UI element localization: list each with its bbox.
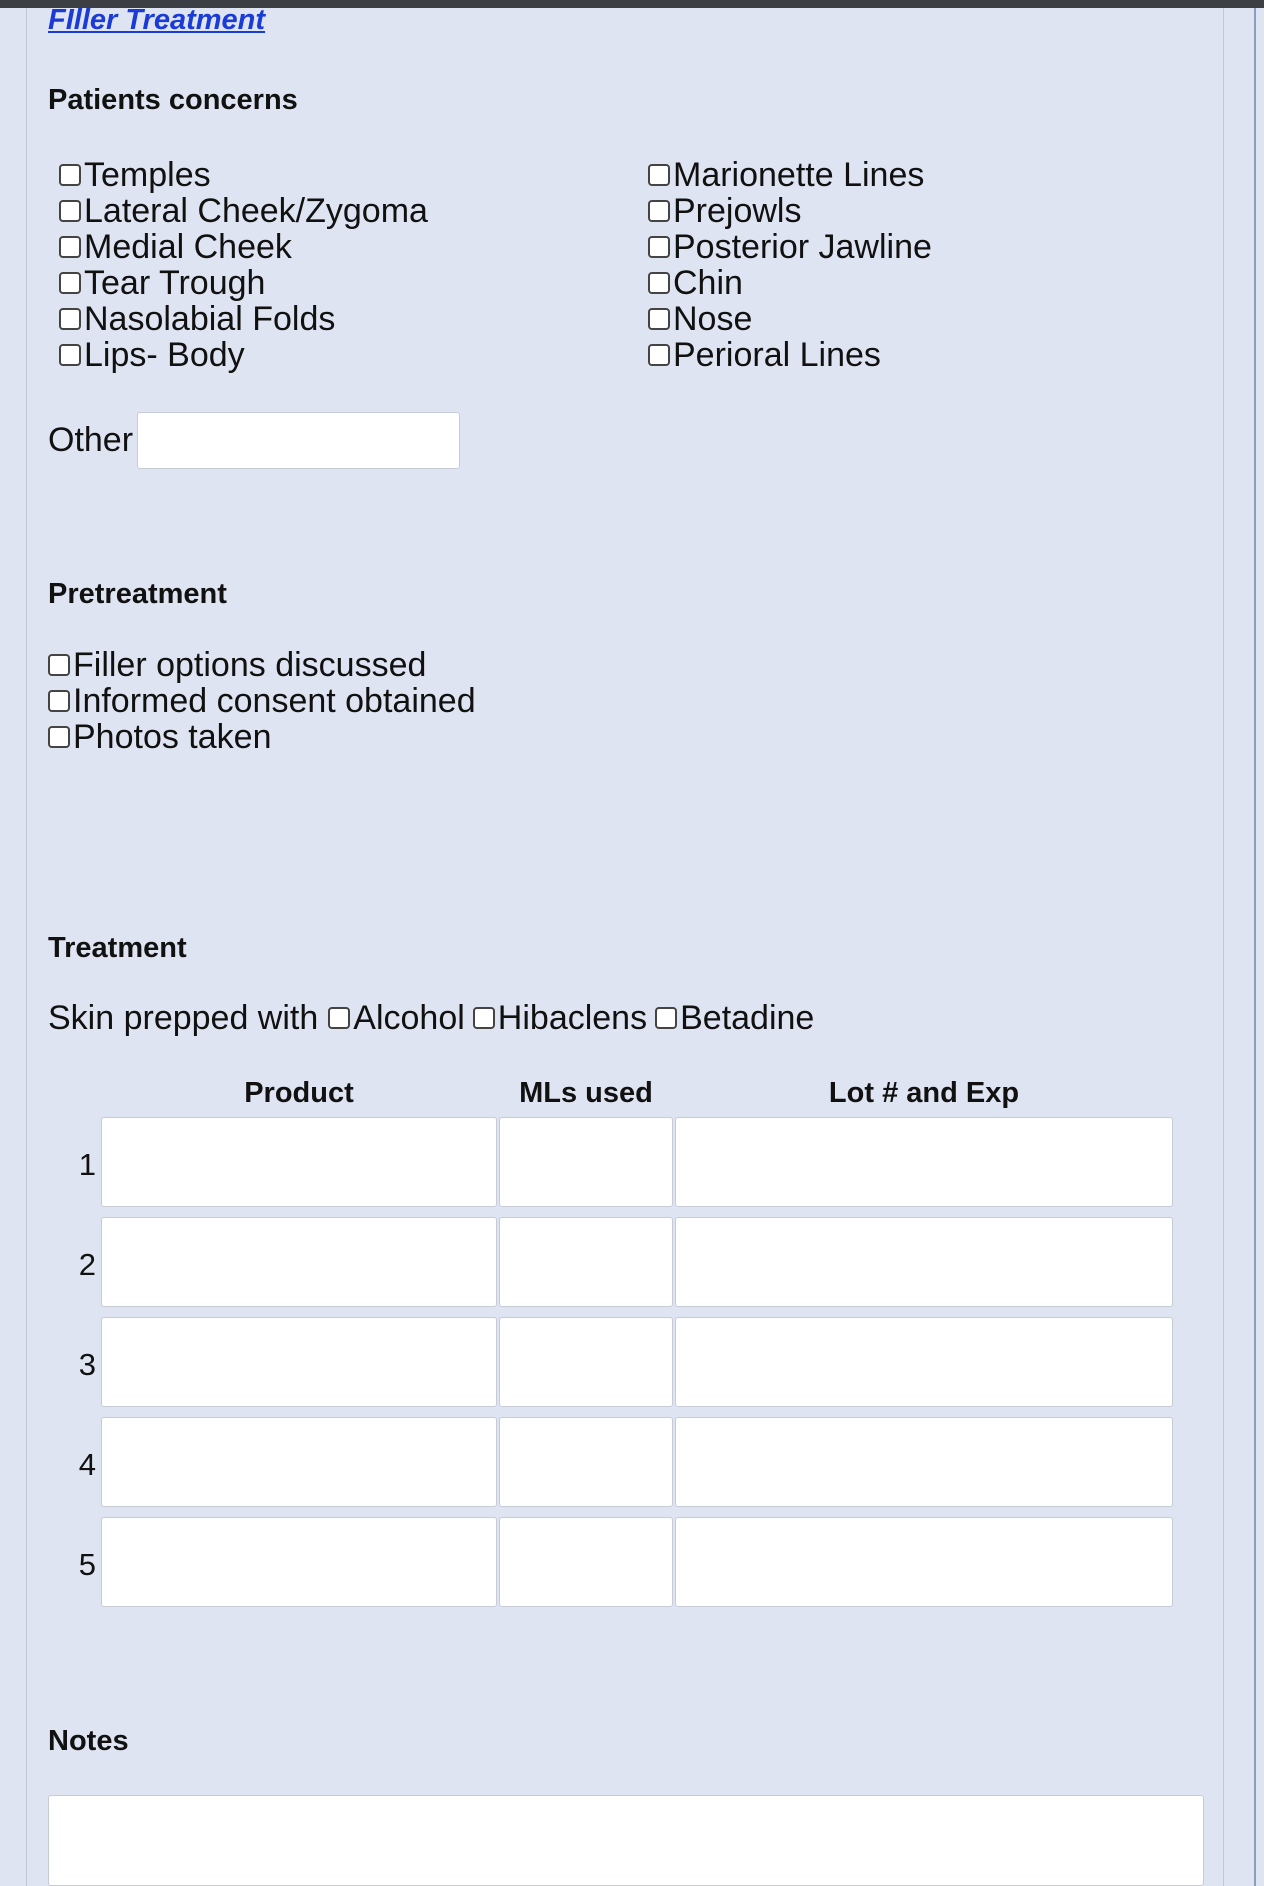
concerns-left-column — [59, 157, 428, 373]
checkbox[interactable] — [48, 690, 70, 712]
checkbox[interactable] — [59, 272, 81, 294]
notes-heading: Notes — [48, 1725, 129, 1757]
checkbox[interactable] — [59, 200, 81, 222]
checkbox[interactable] — [59, 344, 81, 366]
lot-input[interactable] — [675, 1317, 1173, 1407]
product-input[interactable] — [101, 1317, 497, 1407]
lot-input[interactable] — [675, 1417, 1173, 1507]
concern-option[interactable] — [648, 301, 932, 337]
mls-input[interactable] — [499, 1217, 673, 1307]
lot-input[interactable] — [675, 1117, 1173, 1207]
mls-input[interactable] — [499, 1417, 673, 1507]
concern-option[interactable] — [59, 301, 428, 337]
option-label: Prejowls — [673, 192, 802, 230]
checkbox[interactable] — [473, 1007, 495, 1029]
product-input[interactable] — [101, 1117, 497, 1207]
option-label: Filler options discussed — [73, 646, 427, 684]
skin-prep-label: Skin prepped with — [48, 999, 319, 1037]
row-number: 4 — [78, 1447, 96, 1482]
pretreatment-option[interactable] — [48, 647, 476, 683]
option-label: Informed consent obtained — [73, 682, 476, 720]
column-header-mls: MLs used — [519, 1077, 653, 1109]
checkbox[interactable] — [328, 1007, 350, 1029]
option-label: Marionette Lines — [673, 156, 925, 194]
concerns-right-column — [648, 157, 932, 373]
notes-textarea[interactable] — [48, 1795, 1204, 1886]
skin-prep-option[interactable] — [328, 1000, 465, 1036]
row-number: 2 — [78, 1247, 96, 1282]
checkbox[interactable] — [59, 308, 81, 330]
concern-option[interactable] — [648, 157, 932, 193]
row-number: 5 — [78, 1547, 96, 1582]
option-label: Nasolabial Folds — [84, 300, 336, 338]
concern-option[interactable] — [59, 157, 428, 193]
option-label: Photos taken — [73, 718, 272, 756]
concern-option[interactable] — [59, 265, 428, 301]
option-label: Perioral Lines — [673, 336, 881, 374]
concern-option[interactable] — [59, 193, 428, 229]
concerns-heading: Patients concerns — [48, 84, 298, 116]
pretreatment-option[interactable] — [48, 719, 476, 755]
product-input[interactable] — [101, 1517, 497, 1607]
concern-option[interactable] — [59, 337, 428, 373]
concern-option[interactable] — [648, 265, 932, 301]
skin-prep-option[interactable] — [655, 1000, 814, 1036]
checkbox[interactable] — [48, 726, 70, 748]
scrollbar-edge — [1254, 8, 1256, 1886]
row-number: 3 — [78, 1347, 96, 1382]
checkbox[interactable] — [59, 236, 81, 258]
other-label: Other — [48, 421, 134, 459]
concern-option[interactable] — [648, 229, 932, 265]
pretreatment-list — [48, 647, 476, 755]
option-label: Chin — [673, 264, 743, 302]
other-input[interactable] — [137, 412, 460, 469]
lot-input[interactable] — [675, 1217, 1173, 1307]
skin-prep-option[interactable] — [473, 1000, 647, 1036]
checkbox[interactable] — [648, 200, 670, 222]
option-label: Nose — [673, 300, 753, 338]
option-label: Tear Trough — [84, 264, 266, 302]
checkbox[interactable] — [648, 236, 670, 258]
option-label: Temples — [84, 156, 211, 194]
option-label: Hibaclens — [497, 999, 648, 1037]
concern-option[interactable] — [648, 193, 932, 229]
checkbox[interactable] — [48, 654, 70, 676]
treatment-heading: Treatment — [48, 932, 187, 964]
checkbox[interactable] — [655, 1007, 677, 1029]
checkbox[interactable] — [59, 164, 81, 186]
option-label: Lips- Body — [84, 336, 245, 374]
row-number: 1 — [78, 1147, 96, 1182]
checkbox[interactable] — [648, 308, 670, 330]
concern-option[interactable] — [59, 229, 428, 265]
option-label: Alcohol — [353, 999, 465, 1037]
option-label: Posterior Jawline — [673, 228, 932, 266]
mls-input[interactable] — [499, 1317, 673, 1407]
column-header-product: Product — [244, 1077, 354, 1109]
checkbox[interactable] — [648, 164, 670, 186]
checkbox[interactable] — [648, 344, 670, 366]
checkbox[interactable] — [648, 272, 670, 294]
option-label: Medial Cheek — [84, 228, 292, 266]
option-label: Lateral Cheek/Zygoma — [84, 192, 428, 230]
pretreatment-option[interactable] — [48, 683, 476, 719]
pretreatment-heading: Pretreatment — [48, 578, 227, 610]
column-header-lot: Lot # and Exp — [828, 1077, 1020, 1109]
product-input[interactable] — [101, 1417, 497, 1507]
concern-option[interactable] — [648, 337, 932, 373]
mls-input[interactable] — [499, 1117, 673, 1207]
lot-input[interactable] — [675, 1517, 1173, 1607]
form-title-link[interactable]: FIller Treatment — [48, 4, 266, 36]
option-label: Betadine — [680, 999, 815, 1037]
mls-input[interactable] — [499, 1517, 673, 1607]
skin-prep-row — [48, 1000, 814, 1036]
product-input[interactable] — [101, 1217, 497, 1307]
